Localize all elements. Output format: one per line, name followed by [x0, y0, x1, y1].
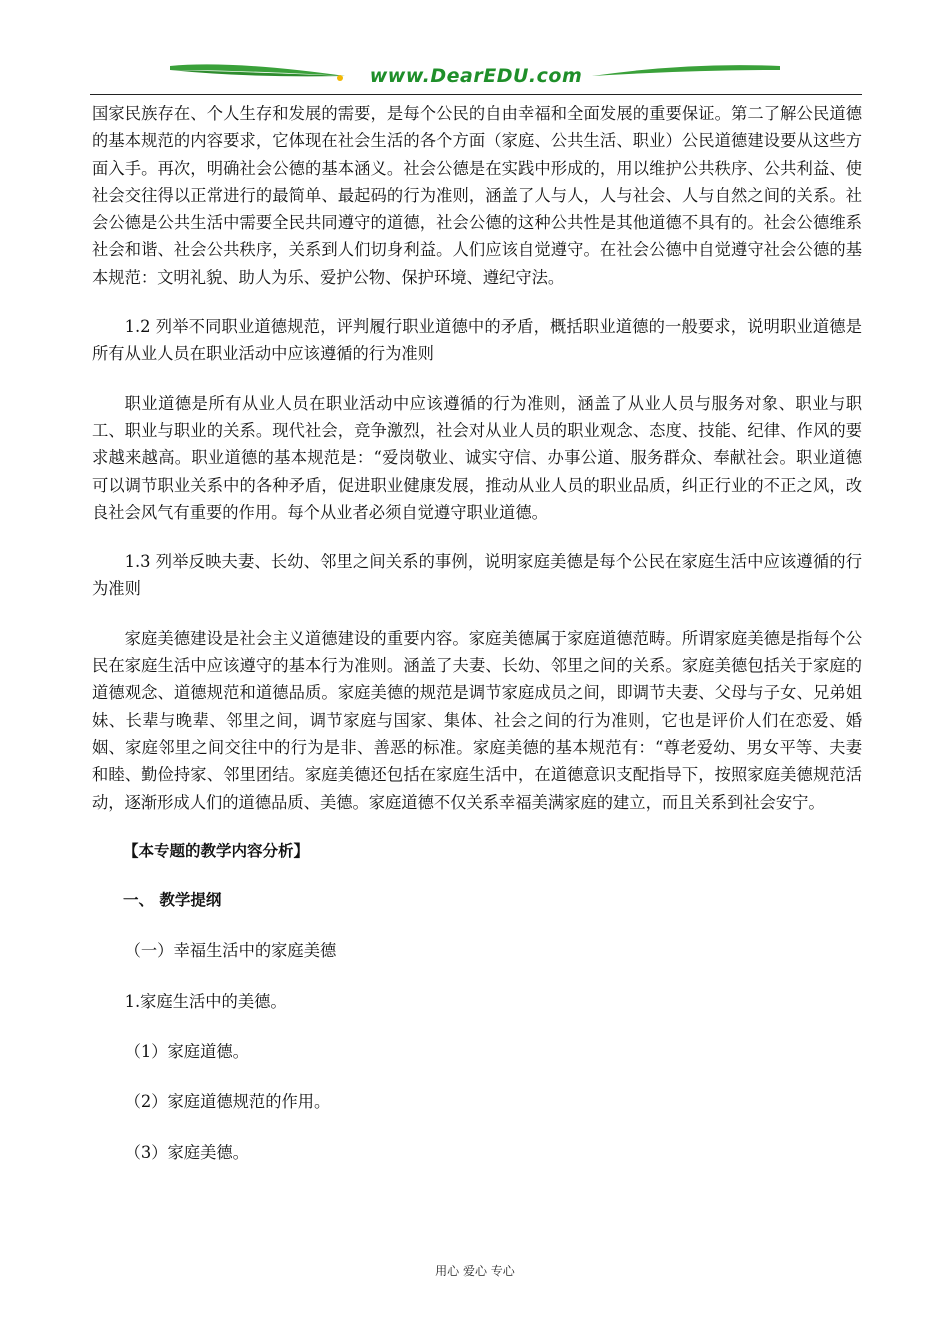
site-logo-text: www.DearEDU.com: [369, 65, 583, 87]
outline-item: （1）家庭道德。: [124, 1042, 249, 1062]
paragraph-1-2-heading: 1.2 列举不同职业道德规范，评判履行职业道德中的矛盾，概括职业道德的一般要求，说明职业道德是所有从业人员在职业活动中应该遵循的行为准则: [92, 317, 862, 364]
outline-heading: 一、 教学提纲: [123, 891, 222, 910]
paragraph-1-3-heading: 1.3 列举反映夫妻、长幼、邻里之间关系的事例，说明家庭美德是每个公民在家庭生活中应该遵循的行为准则: [92, 552, 862, 599]
site-header-logo: [90, 56, 862, 96]
outline-item: （3）家庭美德。: [124, 1142, 249, 1162]
paragraph-civic-morality: 国家民族存在、个人生存和发展的需要，是每个公民的自由幸福和全面发展的重要保证。第二了解公民道德的基本规范的内容要求，它体现在社会生活的各个方面（家庭、公共生活、职业）公民道德建设要从这些方面入手。再次，明确社会公德的基本涵义。社会公德是在实践中形成的，用以维护公共秩序、公共利益、使社会交往得以正常进行的最简单、最起码的行为准则，涵盖了人与人，人与社会、人与自然之间的关系。社会公德是公共生活中需要全民共同遵守的道德，社会公德的这种公共性是其他道德不具有的。社会公德维系社会和谐、社会公共秩序，关系到人们切身利益。人们应该自觉遵守。在社会公德中自觉遵守社会公德的基本规范：文明礼貌、助人为乐、爱护公物、保护环境、遵纪守法。: [92, 104, 862, 287]
paragraph-professional-ethics: 职业道德是所有从业人员在职业活动中应该遵循的行为准则，涵盖了从业人员与服务对象、职业与职工、职业与职业的关系。现代社会，竞争激烈，社会对从业人员的职业观念、态度、技能、纪律、作风的要求越来越高。职业道德的基本规范是：“爱岗敬业、诚实守信、办事公道、服务群众、奉献社会。职业道德可以调节职业关系中的各种矛盾，促进职业健康发展，推动从业人员的职业品质，纠正行业的不正之风，改良社会风气有重要的作用。每个从业者必须自觉遵守职业道德。: [92, 393, 862, 522]
page-footer: 用心 爱心 专心: [435, 1264, 515, 1278]
outline-item: 1.家庭生活中的美德。: [124, 991, 287, 1011]
section-heading: 【本专题的教学内容分析】: [123, 841, 310, 860]
header-divider: [90, 94, 862, 95]
outline-item: （2）家庭道德规范的作用。: [124, 1092, 331, 1112]
paragraph-family-virtue: 家庭美德建设是社会主义道德建设的重要内容。家庭美德属于家庭道德范畴。所谓家庭美德是指每个公民在家庭生活中应该遵守的基本行为准则。涵盖了夫妻、长幼、邻里之间的关系。家庭美德包括关于家庭的道德观念、道德规范和道德品质。家庭美德的规范是调节家庭成员之间，即调节夫妻、父母与子女、兄弟姐妹、长辈与晚辈、邻里之间，调节家庭与国家、集体、社会之间的行为准则，它也是评价人们在恋爱、婚姻、家庭邻里之间交往中的行为是非、善恶的标准。家庭美德的基本规范有：“尊老爱幼、男女平等、夫妻和睦、勤俭持家、邻里团结。家庭美德还包括在家庭生活中，在道德意识支配指导下，按照家庭美德规范活动，逐渐形成人们的道德品质、美德。家庭道德不仅关系幸福美满家庭的建立，而且关系到社会安宁。: [92, 628, 862, 812]
outline-item: （一）幸福生活中的家庭美德: [124, 941, 337, 961]
document-body: [92, 100, 862, 1166]
